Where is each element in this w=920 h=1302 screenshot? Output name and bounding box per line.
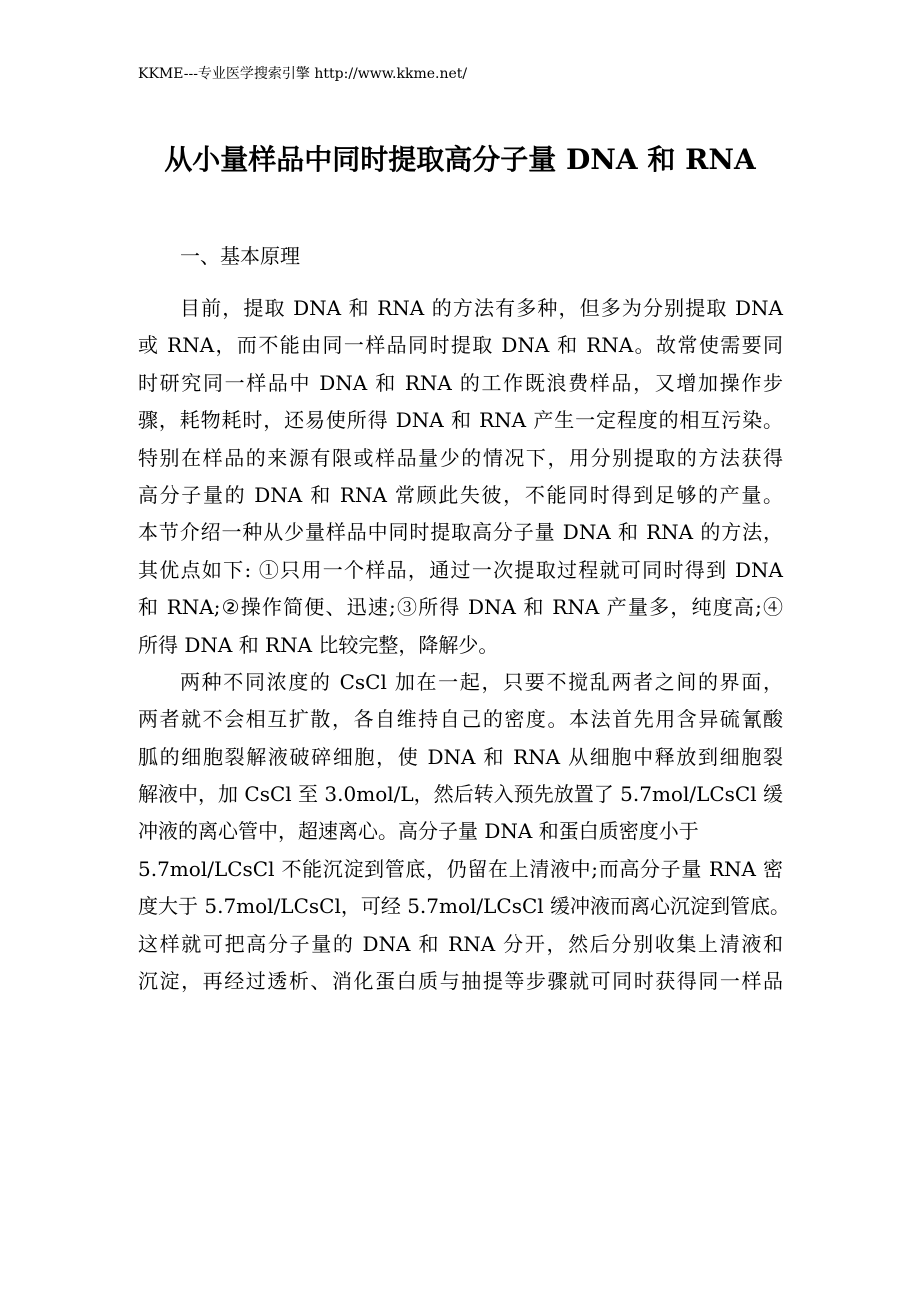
document-title: 从小量样品中同时提取高分子量 DNA 和 RNA: [164, 143, 756, 176]
text-line: 所得 DNA 和 RNA 比较完整，降解少。: [138, 632, 499, 657]
text-line: 两者就不会相互扩散，各自维持自己的密度。本法首先用含异硫氰酸: [138, 707, 783, 732]
text-line: 时研究同一样品中 DNA 和 RNA 的工作既浪费样品，又增加操作步: [138, 370, 783, 395]
text-line: 这样就可把高分子量的 DNA 和 RNA 分开，然后分别收集上清液和: [138, 931, 783, 956]
page-header: KKME---专业医学搜索引擎 http://www.kkme.net/: [138, 66, 468, 82]
text-line: 目前，提取 DNA 和 RNA 的方法有多种，但多为分别提取 DNA: [180, 296, 783, 320]
text-line: 两种不同浓度的 CsCl 加在一起，只要不搅乱两者之间的界面，: [180, 669, 783, 694]
text-line: 高分子量的 DNA 和 RNA 常顾此失彼，不能同时得到足够的产量。: [138, 482, 783, 507]
text-line: 沉淀，再经过透析、消化蛋白质与抽提等步骤就可同时获得同一样品: [138, 969, 783, 994]
text-line: 或 RNA，而不能由同一样品同时提取 DNA 和 RNA。故常使需要同: [138, 333, 783, 358]
text-line: 和 RNA;②操作简便、迅速;③所得 DNA 和 RNA 产量多，纯度高;④: [138, 595, 783, 620]
text-line: 特别在样品的来源有限或样品量少的情况下，用分别提取的方法获得: [138, 445, 783, 470]
text-line: 度大于 5.7mol/LCsCl，可经 5.7mol/LCsCl 缓冲液而离心沉淀到管底。: [138, 894, 791, 919]
text-line: 5.7mol/LCsCl 不能沉淀到管底，仍留在上清液中;而高分子量 RNA 密: [138, 856, 783, 881]
text-line: 解液中，加 CsCl 至 3.0mol/L，然后转入预先放置了 5.7mol/LCsCl 缓: [138, 782, 783, 807]
section-heading: 一、基本原理: [180, 244, 300, 268]
body-text: [138, 290, 791, 1000]
text-line: 冲液的离心管中，超速离心。高分子量 DNA 和蛋白质密度小于: [138, 819, 699, 844]
text-line: 其优点如下: ①只用一个样品，通过一次提取过程就可同时得到 DNA: [138, 557, 783, 582]
text-line: 本节介绍一种从少量样品中同时提取高分子量 DNA 和 RNA 的方法，: [138, 520, 783, 545]
text-line: 骤，耗物耗时，还易使所得 DNA 和 RNA 产生一定程度的相互污染。: [138, 408, 783, 433]
text-line: 胍的细胞裂解液破碎细胞，使 DNA 和 RNA 从细胞中释放到细胞裂: [138, 744, 783, 769]
